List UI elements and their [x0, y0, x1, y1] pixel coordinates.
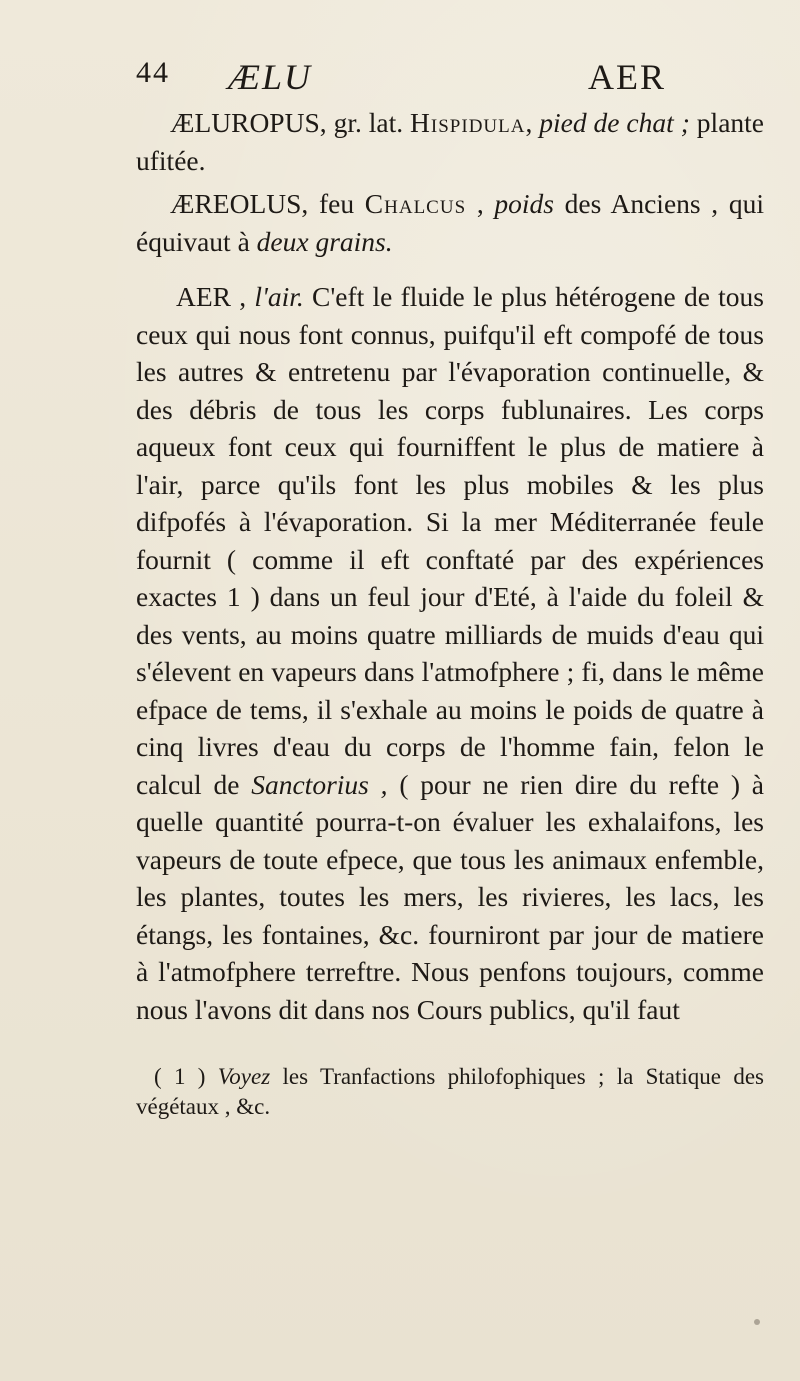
entry-italic: deux grains.	[256, 225, 393, 257]
entry-headword: ÆLUROPUS	[170, 107, 320, 138]
entry-text: C'eft le fluide le plus hétérogene de tous ceux qui nous font connus, puifqu'il eft compofé de tous les autres & entretenu par l'évaporation continuelle, & des débris de tous les corps fublunaires. Les corps aqueux font ceux qui fourniffent le plus de matiere à l'air, parce qu'ils font les plus mobiles & les plus difpofés à l'évaporation. Si la mer Méditerranée feule fournit ( comme il eft conftaté par des expériences exactes 1 ) dans un feul jour d'Eté, à l'aide du foleil & des vents, au moins quatre milliards de muids d'eau qui s'élevent en vapeurs dans l'atmofphere ; fi, dans le même efpace de tems, il s'exhale au moins le poids de quatre à cinq livres d'eau du corps de l'homme fain, felon le calcul de	[136, 281, 764, 800]
entry-headword: AER	[176, 281, 231, 312]
body-text	[136, 104, 764, 1028]
header-left-word: ÆLU	[228, 57, 313, 97]
entry-italic: poids	[494, 188, 554, 219]
entry-text: , feu	[301, 188, 365, 219]
entry-text: ,	[525, 107, 540, 138]
footnote-marker: ( 1 )	[154, 1064, 206, 1089]
footnote-italic: Voyez	[217, 1064, 271, 1089]
entry-italic: Sanctorius ,	[251, 768, 388, 800]
entry-smallcaps: Hispidula	[410, 107, 526, 138]
footnote	[136, 1062, 764, 1122]
entry-italic: pied de chat ;	[539, 107, 690, 138]
entry-text: des Anciens , qui équivaut à	[136, 188, 764, 257]
footnote-text: les Tranfactions philofophiques ; la Statique des végétaux , &c.	[136, 1064, 764, 1119]
entry-headword: ÆREOLUS	[170, 188, 302, 219]
entry-italic: l'air.	[254, 281, 304, 312]
running-header	[136, 56, 764, 104]
header-right-word: AER	[588, 57, 666, 97]
entry-aereolus	[136, 185, 764, 260]
entry-text: ( pour ne rien dire du refte ) à quelle quantité pourra-t-on évaluer les exhalaifons, les vapeurs de toute efpece, que tous les animaux enfemble, les plantes, toutes les mers, les rivieres, les lacs, les étangs, les fontaines, &c. fourniront par jour de matiere à l'atmofphere terreftre. Nous penfons toujours, comme nous l'avons dit dans nos Cours publics, qu'il faut	[136, 768, 765, 1025]
entry-text: ,	[231, 281, 255, 312]
entry-text: , gr. lat.	[319, 107, 411, 138]
page-number: 44	[136, 56, 170, 89]
entry-text: ,	[466, 188, 495, 219]
entry-smallcaps: Chalcus	[364, 188, 467, 219]
entry-aeluropus	[136, 104, 764, 179]
entry-aer	[136, 278, 764, 1028]
paper-speck	[754, 1319, 760, 1325]
entry-text: plante ufitée.	[136, 107, 764, 176]
